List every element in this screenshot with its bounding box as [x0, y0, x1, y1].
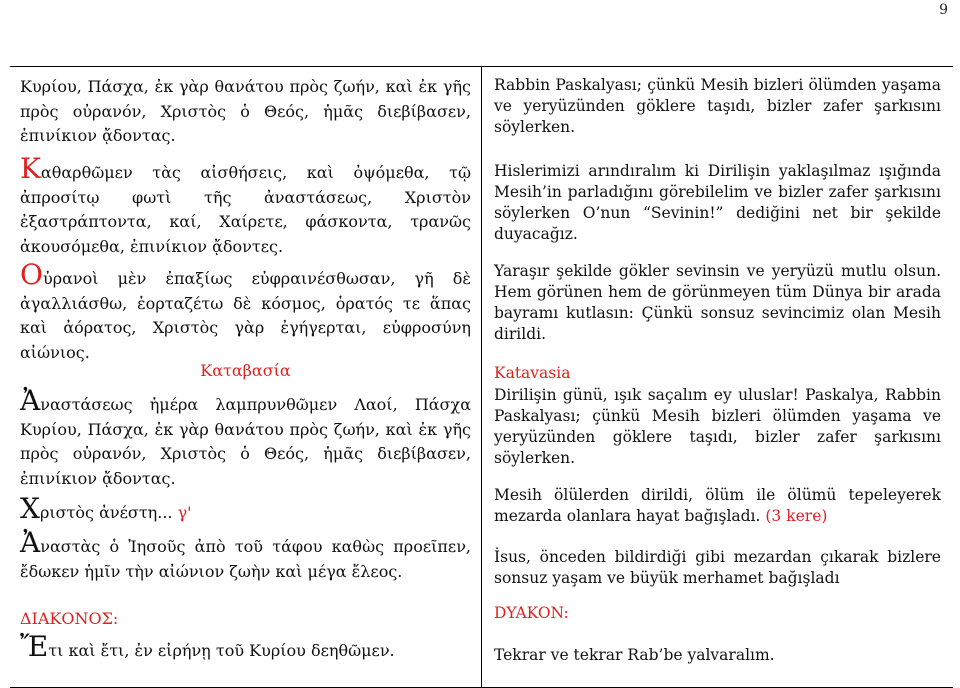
greek-paragraph-3 [20, 258, 471, 365]
repeat-note: γ' [172, 503, 192, 522]
drop-cap: Χ [20, 492, 40, 525]
paragraph-text: ναστὰς ὁ Ἰησοῦς ἀπὸ τοῦ τάφου καθὼς προεῖπεν, ἔδωκεν ἡμῖν τὴν αἰώνιον ζωὴν καὶ μέγα ἔλεος. [20, 537, 471, 581]
paragraph-text: ριστὸς ἀνέστη... [39, 503, 173, 522]
paragraph-text: ὐρανοὶ μὲν ἐπαξίως εὐφραινέσθωσαν, γῆ δὲ ἀγαλλιάσθω, ἑορταζέτω δὲ κόσμος, ὁρατός τε ἅπας καὶ ἀόρατος, Χριστὸς γὰρ ἐγήγερται, εὐφροσύνη αἰώνιος. [20, 269, 471, 362]
text-table [10, 66, 953, 688]
paragraph-text: ναστάσεως ἡμέρα λαμπρυνθῶμεν Λαοί, Πάσχα Κυρίου, Πάσχα, ἐκ γὰρ θανάτου πρὸς ζωήν, καὶ ἐκ γῆς πρὸς οὐρανόν, Χριστὸς ὁ Θεός, ἡμᾶς διεβίβασεν, ἐπινίκιον ᾄδοντας. [20, 395, 471, 488]
page-number: 9 [939, 2, 948, 18]
repeat-note: (3 kere) [760, 507, 828, 525]
drop-cap: Ἀ [20, 384, 41, 417]
drop-cap: Ο [20, 258, 43, 291]
paragraph-text: Mesih ölülerden dirildi, ölüm ile ölümü tepeleyerek mezarda olanlara hayat bağışladı. [494, 486, 941, 525]
katavasia-heading: Καταβασία [200, 361, 291, 380]
deacon-label-tr: DYAKON: [494, 604, 569, 622]
turkish-paragraph-4: Dirilişin günü, ışık saçalım ey uluslar! Paskalya, Rabbin Paskalyası; çünkü Mesih bizleri ölümden yaşama ve yeryüzünden göklere taşıdı, bizler zafer şarkısını söylerken. [494, 386, 941, 467]
turkish-paragraph-1: Rabbin Paskalyası; çünkü Mesih bizleri ölümden yaşama ve yeryüzünden göklere taşıdı, bizler zafer şarkısını söylerken. [494, 76, 941, 136]
deacon-label: ΔΙΑΚΟΝΟΣ: [20, 609, 119, 628]
turkish-paragraph-5 [494, 485, 941, 527]
drop-cap: Ἀ [20, 526, 41, 559]
greek-paragraph-1: Κυρίου, Πάσχα, ἐκ γὰρ θανάτου πρὸς ζωήν, καὶ ἐκ γῆς πρὸς οὐρανόν, Χριστὸς ὁ Θεός, ἡμᾶς διεβίβασεν, ἐπινίκιον ᾄδοντας. [20, 77, 471, 145]
turkish-paragraph-2: Hislerimizi arındıralım ki Dirilişin yaklaşılmaz ışığında Mesih’in parladığını görebilelim ve bizler zafer şarkısını söylerken O’nun “Sevinin!” dediğini net bir şekilde duyacağız. [494, 162, 941, 243]
greek-column [10, 67, 482, 687]
paragraph-text: αθαρθῶμεν τὰς αἰσθήσεις, καὶ ὀψόμεθα, τῷ ἀπροσίτῳ φωτὶ τῆς ἀναστάσεως, Χριστὸν ἐξαστράπτοντα, καί, Χαίρετε, φάσκοντα, τρανῶς ἀκουσόμεθα, ἐπινίκιον ᾄδοντες. [20, 163, 471, 256]
greek-paragraph-4 [20, 384, 471, 491]
greek-paragraph-5 [20, 492, 471, 526]
paragraph-text: τι καὶ ἔτι, ἐν εἰρήνῃ τοῦ Κυρίου δεηθῶμεν. [48, 641, 395, 660]
turkish-paragraph-7: Tekrar ve tekrar Rab’be yalvaralım. [494, 646, 775, 664]
greek-paragraph-6 [20, 526, 471, 584]
greek-paragraph-7 [20, 630, 471, 664]
turkish-paragraph-6: İsus, önceden bildirdiği gibi mezardan çıkarak bizlere sonsuz yaşam ve büyük merhamet bağışladı [494, 548, 941, 587]
turkish-paragraph-3: Yaraşır şekilde gökler sevinsin ve yeryüzü mutlu olsun. Hem görünen hem de görünmeyen tüm Dünya bir arada bayramı kutlasın: Çünkü sonsuz sevincimiz olan Mesih dirildi. [494, 262, 941, 343]
greek-paragraph-2 [20, 152, 471, 259]
drop-cap: Ἔ [20, 630, 49, 663]
drop-cap: Κ [20, 152, 41, 185]
katavasia-heading-tr: Katavasia [494, 364, 571, 382]
turkish-column [482, 67, 953, 687]
